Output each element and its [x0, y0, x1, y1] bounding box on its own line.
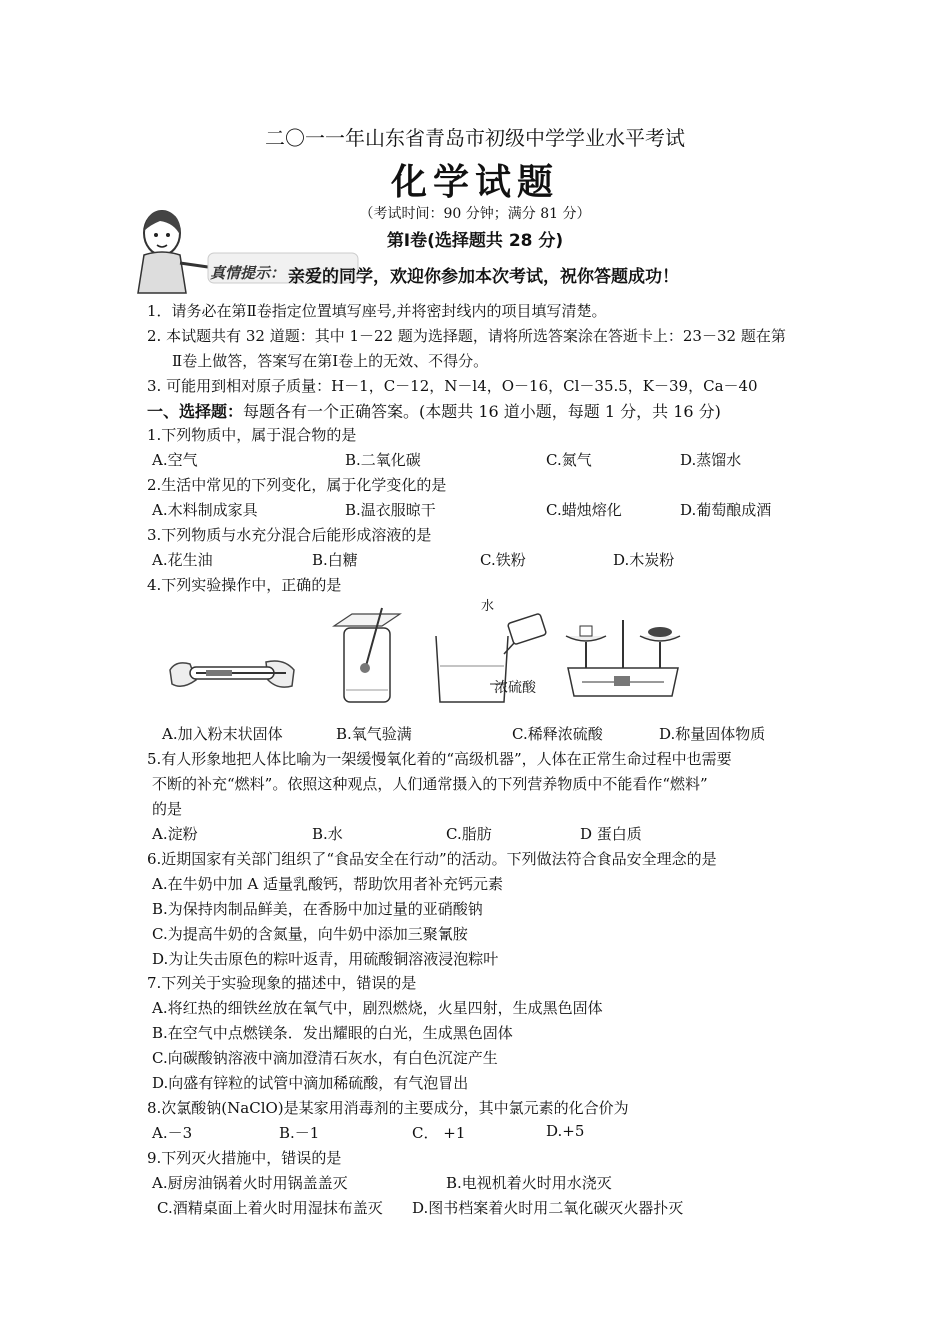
fig-add-powder	[166, 640, 298, 706]
q7-option-d: D.向盛有锌粒的试管中滴加稀硫酸，有气泡冒出	[152, 1074, 469, 1092]
volume-title: 第Ⅰ卷(选择题共 28 分)	[386, 231, 564, 251]
q3-stem: 3.下列物质与水充分混合后能形成溶液的是	[147, 526, 432, 544]
q8-stem: 8.次氯酸钠(NaClO)是某家用消毒剂的主要成分，其中氯元素的化合价为	[147, 1099, 629, 1117]
section-desc: 每题各有一个正确答案。(本题共 16 道小题，每题 1 分，共 16 分)	[243, 402, 721, 421]
note-2-cont: Ⅱ卷上做答，答案写在第Ⅰ卷上的无效、不得分。	[172, 352, 489, 370]
q2-stem: 2.生活中常见的下列变化，属于化学变化的是	[147, 476, 447, 494]
note-2: 2. 本试题共有 32 道题：其中 1－22 题为选择题，请将所选答案涂在答逝卡上：23－32 题在第	[147, 327, 786, 345]
q4-option-a: A.加入粉末状固体	[162, 725, 283, 743]
q7-option-a: A.将红热的细铁丝放在氧气中，剧烈燃烧，火星四射，生成黑色固体	[152, 999, 603, 1017]
q4-option-c: C.稀释浓硫酸	[512, 725, 603, 743]
fig-balance-scale	[562, 612, 684, 706]
q6-stem: 6.近期国家有关部门组织了“食品安全在行动”的活动。下列做法符合食品安全理念的是	[147, 850, 717, 868]
q7-option-c: C.向碳酸钠溶液中滴加澄清石灰水，有白色沉淀产生	[152, 1049, 498, 1067]
note-1: 1．请务必在第Ⅱ卷指定位置填写座号,并将密封线内的项目填写清楚。	[147, 302, 607, 320]
q8-option-b: B.－1	[279, 1124, 320, 1142]
q3-option-a: A.花生油	[152, 551, 213, 569]
q3-option-c: C.铁粉	[480, 551, 526, 569]
fig-oxygen-test	[332, 606, 402, 706]
page-title: 化学试题	[390, 162, 559, 203]
q1-option-a: A.空气	[152, 451, 198, 469]
q5-option-a: A.淀粉	[152, 825, 198, 843]
tip-greeting: 亲爱的同学，欢迎你参加本次考试，祝你答题成功！	[288, 267, 679, 287]
q6-option-a: A.在牛奶中加 A 适量乳酸钙，帮助饮用者补充钙元素	[152, 875, 503, 893]
section-heading	[147, 399, 721, 422]
exam-subtitle: （考试时间：90 分钟；满分 81 分）	[359, 206, 591, 222]
q6-option-d: D.为让失击原色的粽叶返青，用硫酸铜溶液浸泡粽叶	[152, 950, 499, 968]
q5-stem-2: 不断的补充“燃料”。依照这种观点，人们通常摄入的下列营养物质中不能看作“燃料”	[152, 775, 708, 793]
tip-label: 真情提示：	[210, 264, 286, 282]
q3-option-b: B.白糖	[312, 551, 358, 569]
fig-label-acid: 浓硫酸	[494, 680, 536, 696]
q4-option-b: B.氧气验满	[336, 725, 412, 743]
q2-option-d: D.葡萄酿成酒	[680, 501, 772, 519]
q5-stem-3: 的是	[152, 800, 183, 818]
q6-option-c: C.为提高牛奶的含氮量，向牛奶中添加三聚氰胺	[152, 925, 468, 943]
q9-option-a: A.厨房油锅着火时用锅盖盖灭	[152, 1174, 348, 1192]
q1-option-d: D.蒸馏水	[680, 451, 742, 469]
q6-option-b: B.为保持肉制品鲜美，在香肠中加过量的亚硝酸钠	[152, 900, 483, 918]
q5-stem-1: 5.有人形象地把人体比喻为一架缓慢氧化着的“高级机器”，人体在正常生命过程中也需要	[147, 750, 732, 768]
exam-heading: 二〇一一年山东省青岛市初级中学学业水平考试	[265, 126, 685, 150]
q8-option-c: C． +1	[412, 1124, 466, 1142]
q2-option-c: C.蜡烛熔化	[546, 501, 622, 519]
q7-stem: 7.下列关于实验现象的描述中，错误的是	[147, 974, 417, 992]
q2-option-a: A.木料制成家具	[152, 501, 258, 519]
q9-option-c: C.酒精桌面上着火时用湿抹布盖灭	[157, 1199, 383, 1217]
q7-option-b: B.在空气中点燃镁条．发出耀眼的白光，生成黑色固体	[152, 1024, 513, 1042]
q5-option-d: D 蛋白质	[580, 825, 642, 843]
q4-option-d: D.称量固体物质	[659, 725, 766, 743]
q1-option-c: C.氮气	[546, 451, 592, 469]
q4-stem: 4.下列实验操作中，正确的是	[147, 576, 342, 594]
q2-option-b: B.温衣服晾干	[345, 501, 436, 519]
q1-stem: 1.下列物质中，属于混合物的是	[147, 426, 357, 444]
q9-option-b: B.电视机着火时用水浇灭	[446, 1174, 612, 1192]
q5-option-c: C.脂肪	[446, 825, 492, 843]
q8-option-d: D.+5	[546, 1122, 585, 1140]
fig-label-water: 水	[481, 599, 495, 614]
note-3: 3. 可能用到相对原子质量：H－1，C－12，N－l4，O－16，Cl－35.5，K－39，Ca－40	[147, 377, 758, 395]
section-label: 一、选择题：	[147, 402, 244, 421]
q9-option-d: D.图书档案着火时用二氧化碳灭火器扑灭	[412, 1199, 684, 1217]
q9-stem: 9.下列灭火措施中，错误的是	[147, 1149, 342, 1167]
q8-option-a: A.－3	[152, 1124, 193, 1142]
q5-option-b: B.水	[312, 825, 343, 843]
q3-option-d: D.木炭粉	[613, 551, 675, 569]
q1-option-b: B.二氧化碳	[345, 451, 421, 469]
